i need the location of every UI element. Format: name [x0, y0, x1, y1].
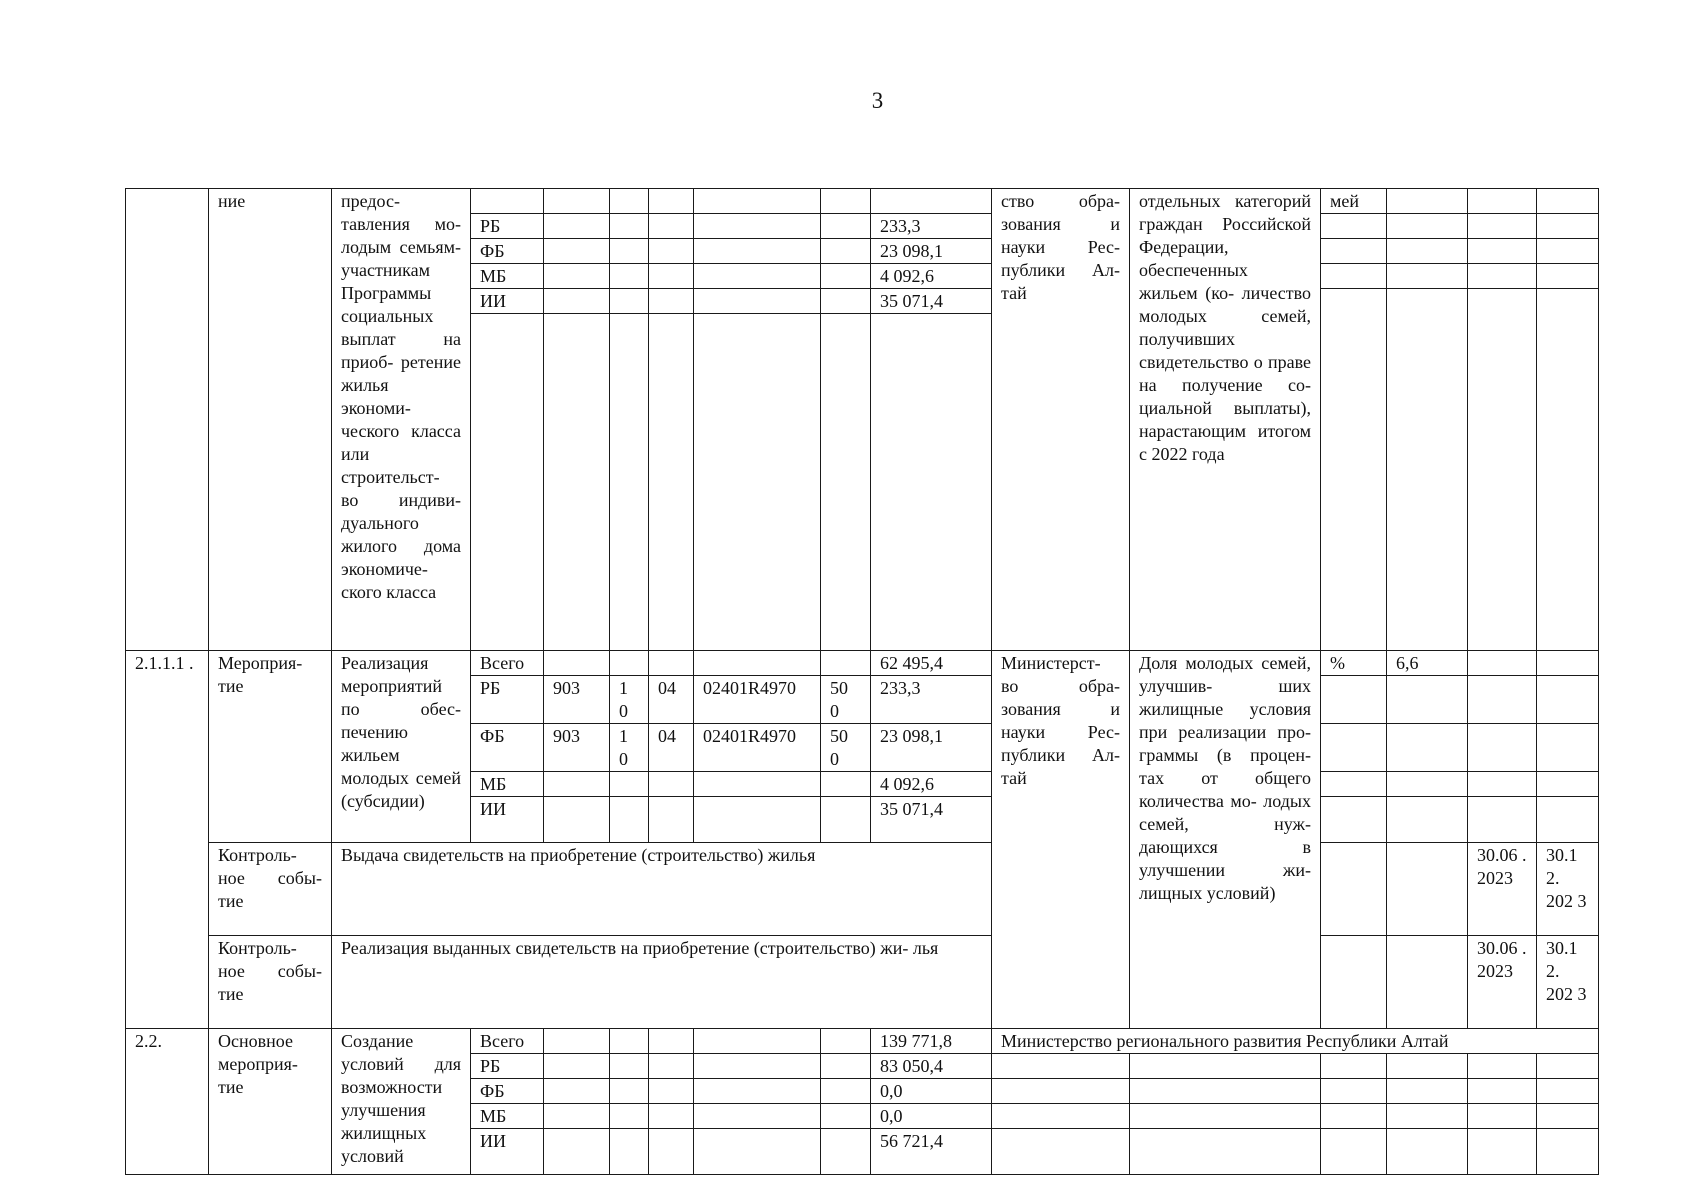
- cell-csr: [694, 797, 821, 843]
- cell-executor: Министерст- во обра- зования и науки Рес- публики Ал- тай: [992, 651, 1130, 1029]
- cell-end: [1537, 1129, 1599, 1175]
- cell-source: ИИ: [471, 797, 544, 843]
- cell-vr: [821, 797, 871, 843]
- cell-unit: [1321, 797, 1387, 843]
- cell-indicator: отдельных категорий граждан Российской Федерации, обеспеченных жильем (ко- личество молодых семей, получивших свидетельство о праве на получение со- циальной выплаты), нарастающим итогом с 2022 года: [1130, 189, 1321, 651]
- cell-vr: [821, 772, 871, 797]
- cell-source: ФБ: [471, 1079, 544, 1104]
- cell-grbs: 903: [544, 724, 610, 772]
- cell-start: [1468, 797, 1537, 843]
- cell-grbs: [544, 772, 610, 797]
- cell-grbs: [544, 239, 610, 264]
- cell-value: [1387, 936, 1468, 1029]
- cell-rz: [610, 314, 649, 651]
- cell-amount: 233,3: [871, 214, 992, 239]
- cell-start: [1468, 289, 1537, 651]
- table-row: [126, 651, 1599, 676]
- cell-rz: [610, 289, 649, 314]
- cell-csr: [694, 239, 821, 264]
- cell-value: [1387, 264, 1468, 289]
- cell-unit: [1321, 772, 1387, 797]
- cell-type: Основное мероприя- тие: [209, 1029, 332, 1175]
- cell-amount: 62 495,4: [871, 651, 992, 676]
- cell-rz: [610, 1104, 649, 1129]
- cell-pr: [649, 314, 694, 651]
- cell-source: РБ: [471, 676, 544, 724]
- cell-pr: [649, 264, 694, 289]
- cell-unit: [1321, 289, 1387, 651]
- cell-amount: 83 050,4: [871, 1054, 992, 1079]
- cell-number: 2.1.1.1 .: [126, 651, 209, 1029]
- cell-unit: [1321, 676, 1387, 724]
- cell-source: ФБ: [471, 724, 544, 772]
- cell-csr: [694, 1129, 821, 1175]
- cell-value: [1387, 1079, 1468, 1104]
- cell-value: [1387, 1104, 1468, 1129]
- cell-amount: 56 721,4: [871, 1129, 992, 1175]
- cell-type: Контроль- ное собы- тие: [209, 936, 332, 1029]
- cell-type: Контроль- ное собы- тие: [209, 843, 332, 936]
- cell-pr: 04: [649, 724, 694, 772]
- cell-unit: [1321, 724, 1387, 772]
- cell-source: ИИ: [471, 289, 544, 314]
- cell-csr: 02401R4970: [694, 724, 821, 772]
- cell-pr: [649, 651, 694, 676]
- cell-source: ИИ: [471, 1129, 544, 1175]
- cell-unit: мей: [1321, 189, 1387, 214]
- cell-grbs: [544, 797, 610, 843]
- cell-unit: [1321, 264, 1387, 289]
- cell-end: [1537, 289, 1599, 651]
- cell-rz: [610, 189, 649, 214]
- cell-value: [1387, 214, 1468, 239]
- cell-value: [1387, 1054, 1468, 1079]
- cell-amount: 4 092,6: [871, 772, 992, 797]
- program-table: [125, 188, 1599, 1175]
- cell-unit: [1321, 1079, 1387, 1104]
- cell-start: [1468, 772, 1537, 797]
- cell-amount: 139 771,8: [871, 1029, 992, 1054]
- cell-grbs: [544, 189, 610, 214]
- cell-vr: [821, 1029, 871, 1054]
- cell-source: ФБ: [471, 239, 544, 264]
- cell-vr: [821, 1054, 871, 1079]
- cell-csr: [694, 289, 821, 314]
- cell-source: [471, 189, 544, 214]
- cell-indicator: [1130, 1079, 1321, 1104]
- cell-start: [1468, 239, 1537, 264]
- cell-end: [1537, 724, 1599, 772]
- cell-vr: [821, 239, 871, 264]
- cell-grbs: [544, 1029, 610, 1054]
- cell-vr: [821, 289, 871, 314]
- cell-name: предос- тавления мо- лодым семьям- участникам Программы социальных выплат на приоб- ретение жилья экономи- ческого класса или строительст- во индиви- дуального жилого дома экономиче- ского класса: [332, 189, 471, 651]
- cell-pr: [649, 772, 694, 797]
- cell-vr: [821, 1104, 871, 1129]
- cell-csr: [694, 772, 821, 797]
- cell-start: [1468, 1079, 1537, 1104]
- table-row: [126, 189, 1599, 214]
- cell-executor: [992, 1079, 1130, 1104]
- cell-start: [1468, 189, 1537, 214]
- cell-event-text: Выдача свидетельств на приобретение (строительство) жилья: [332, 843, 992, 936]
- cell-end: [1537, 1104, 1599, 1129]
- cell-end: [1537, 676, 1599, 724]
- cell-unit: [1321, 1129, 1387, 1175]
- cell-name: Создание условий для возможности улучшения жилищных условий: [332, 1029, 471, 1175]
- cell-start: [1468, 1104, 1537, 1129]
- cell-type: Мероприя- тие: [209, 651, 332, 843]
- cell-end: [1537, 1054, 1599, 1079]
- cell-source: МБ: [471, 1104, 544, 1129]
- cell-csr: [694, 651, 821, 676]
- cell-unit: [1321, 1054, 1387, 1079]
- cell-rz: [610, 772, 649, 797]
- cell-pr: [649, 214, 694, 239]
- cell-value: [1387, 843, 1468, 936]
- cell-end: [1537, 772, 1599, 797]
- cell-grbs: [544, 651, 610, 676]
- cell-source: РБ: [471, 1054, 544, 1079]
- cell-indicator: [1130, 1054, 1321, 1079]
- cell-pr: [649, 1079, 694, 1104]
- cell-number: 2.2.: [126, 1029, 209, 1175]
- cell-type: ние: [209, 189, 332, 651]
- cell-pr: [649, 1029, 694, 1054]
- cell-amount: 23 098,1: [871, 724, 992, 772]
- cell-vr: [821, 214, 871, 239]
- cell-unit: [1321, 214, 1387, 239]
- cell-vr: [821, 1129, 871, 1175]
- cell-value: [1387, 797, 1468, 843]
- cell-end: [1537, 1079, 1599, 1104]
- cell-start: [1468, 1129, 1537, 1175]
- cell-csr: [694, 1104, 821, 1129]
- cell-unit: [1321, 239, 1387, 264]
- cell-amount: 35 071,4: [871, 797, 992, 843]
- cell-unit: %: [1321, 651, 1387, 676]
- control-event-row: [126, 936, 1599, 1028]
- table-row: [126, 1029, 1599, 1054]
- cell-value: [1387, 676, 1468, 724]
- cell-rz: [610, 1129, 649, 1175]
- cell-amount: [871, 314, 992, 651]
- cell-executor: Министерство регионального развития Республики Алтай: [992, 1029, 1599, 1054]
- cell-amount: 233,3: [871, 676, 992, 724]
- cell-end-date: 30.1 2. 202 3: [1537, 843, 1599, 936]
- cell-start-date: 30.06 . 2023: [1468, 936, 1537, 1029]
- cell-value: [1387, 289, 1468, 651]
- cell-value: [1387, 189, 1468, 214]
- cell-amount: 23 098,1: [871, 239, 992, 264]
- cell-vr: [821, 651, 871, 676]
- cell-amount: 4 092,6: [871, 264, 992, 289]
- cell-vr: 50 0: [821, 676, 871, 724]
- cell-rz: 1 0: [610, 724, 649, 772]
- cell-start: [1468, 264, 1537, 289]
- cell-grbs: [544, 1079, 610, 1104]
- cell-grbs: [544, 1054, 610, 1079]
- cell-start: [1468, 1054, 1537, 1079]
- cell-rz: [610, 239, 649, 264]
- cell-start: [1468, 214, 1537, 239]
- cell-csr: [694, 1079, 821, 1104]
- cell-end-date: 30.1 2. 202 3: [1537, 936, 1599, 1029]
- cell-value: [1387, 724, 1468, 772]
- cell-rz: [610, 651, 649, 676]
- cell-end: [1537, 264, 1599, 289]
- cell-value: [1387, 1129, 1468, 1175]
- cell-grbs: [544, 214, 610, 239]
- cell-grbs: [544, 1129, 610, 1175]
- cell-pr: [649, 1129, 694, 1175]
- cell-rz: [610, 797, 649, 843]
- cell-rz: [610, 1054, 649, 1079]
- cell-end: [1537, 239, 1599, 264]
- cell-end: [1537, 797, 1599, 843]
- cell-indicator: [1130, 1129, 1321, 1175]
- cell-csr: [694, 214, 821, 239]
- cell-pr: [649, 797, 694, 843]
- cell-start: [1468, 676, 1537, 724]
- cell-end: [1537, 189, 1599, 214]
- cell-source: Всего: [471, 651, 544, 676]
- cell-pr: [649, 189, 694, 214]
- cell-amount: [871, 189, 992, 214]
- cell-unit: [1321, 843, 1387, 936]
- cell-pr: 04: [649, 676, 694, 724]
- cell-amount: 0,0: [871, 1104, 992, 1129]
- cell-source: МБ: [471, 772, 544, 797]
- cell-source: [471, 314, 544, 651]
- cell-csr: [694, 1029, 821, 1054]
- cell-start: [1468, 724, 1537, 772]
- cell-executor: ство обра- зования и науки Рес- публики Ал- тай: [992, 189, 1130, 651]
- cell-vr: 50 0: [821, 724, 871, 772]
- cell-vr: [821, 1079, 871, 1104]
- cell-grbs: [544, 1104, 610, 1129]
- cell-rz: [610, 1079, 649, 1104]
- cell-amount: 0,0: [871, 1079, 992, 1104]
- cell-csr: [694, 1054, 821, 1079]
- cell-grbs: [544, 289, 610, 314]
- cell-pr: [649, 1104, 694, 1129]
- cell-unit: [1321, 1104, 1387, 1129]
- cell-number: [126, 189, 209, 651]
- cell-executor: [992, 1129, 1130, 1175]
- cell-value: [1387, 239, 1468, 264]
- cell-grbs: 903: [544, 676, 610, 724]
- cell-source: Всего: [471, 1029, 544, 1054]
- cell-event-text: Реализация выданных свидетельств на приобретение (строительство) жи- лья: [332, 936, 992, 1029]
- cell-name: Реализация мероприятий по обес- печению жильем молодых семей (субсидии): [332, 651, 471, 843]
- cell-start-date: 30.06 . 2023: [1468, 843, 1537, 936]
- cell-rz: [610, 214, 649, 239]
- cell-vr: [821, 314, 871, 651]
- cell-rz: [610, 1029, 649, 1054]
- cell-grbs: [544, 264, 610, 289]
- cell-pr: [649, 289, 694, 314]
- cell-indicator: [1130, 1104, 1321, 1129]
- cell-indicator: Доля молодых семей, улучшив- ших жилищные условия при реализации про- граммы (в процен- тах от общего количества мо- лодых семей, нуж- дающихся в улучшении жи- лищных условий): [1130, 651, 1321, 1029]
- cell-rz: 1 0: [610, 676, 649, 724]
- control-event-row: [126, 843, 1599, 935]
- cell-end: [1537, 214, 1599, 239]
- cell-executor: [992, 1054, 1130, 1079]
- cell-grbs: [544, 314, 610, 651]
- cell-vr: [821, 264, 871, 289]
- cell-pr: [649, 1054, 694, 1079]
- cell-source: РБ: [471, 214, 544, 239]
- cell-source: МБ: [471, 264, 544, 289]
- cell-pr: [649, 239, 694, 264]
- cell-rz: [610, 264, 649, 289]
- cell-value: 6,6: [1387, 651, 1468, 676]
- cell-vr: [821, 189, 871, 214]
- cell-value: [1387, 772, 1468, 797]
- cell-executor: [992, 1104, 1130, 1129]
- cell-csr: 02401R4970: [694, 676, 821, 724]
- cell-csr: [694, 189, 821, 214]
- cell-start: [1468, 651, 1537, 676]
- cell-amount: 35 071,4: [871, 289, 992, 314]
- cell-csr: [694, 264, 821, 289]
- cell-csr: [694, 314, 821, 651]
- cell-unit: [1321, 936, 1387, 1029]
- page-number: 3: [871, 88, 884, 113]
- cell-end: [1537, 651, 1599, 676]
